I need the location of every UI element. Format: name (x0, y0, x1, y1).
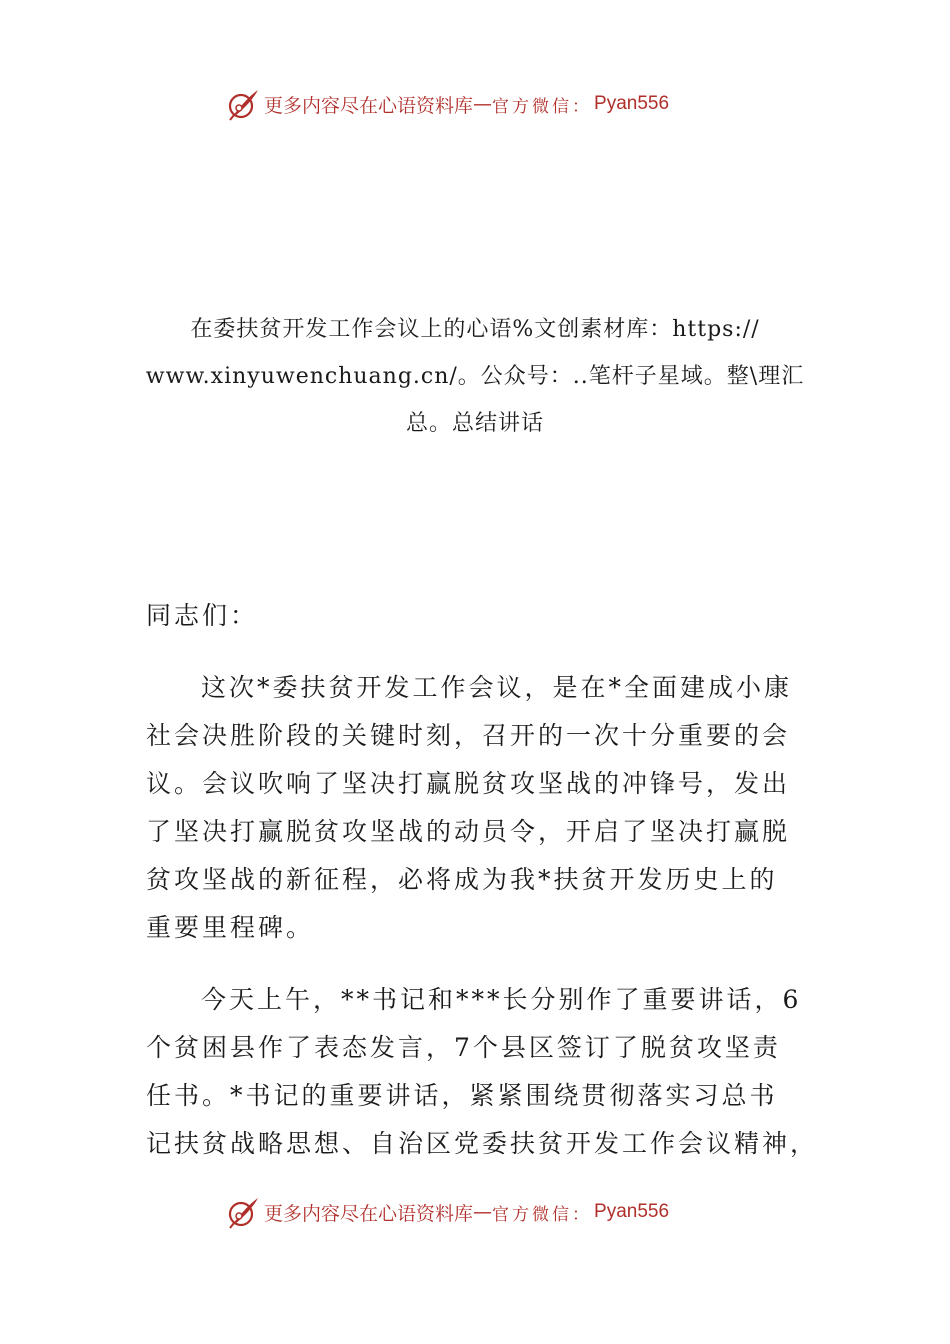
paragraph-line: 任书。*书记的重要讲话，紧紧围绕贯彻落实习总书 (146, 1081, 778, 1110)
paragraph-line: 个贫困县作了表态发言，7个县区签订了脱贫攻坚责 (146, 1033, 781, 1062)
paragraph-line: 议。会议吹响了坚决打赢脱贫攻坚战的冲锋号，发出 (146, 769, 791, 798)
title-line: 在委扶贫开发工作会议上的心语%文创素材库：https:// (190, 317, 760, 342)
title-line: www.xinyuwenchuang.cn/。公众号：..笔杆子星域。整\理汇 (145, 364, 805, 389)
paragraph-line: 今天上午，**书记和***长分别作了重要讲话，6 (201, 985, 802, 1014)
paragraph-2 (146, 976, 819, 1168)
paragraph-line: 重要里程碑。 (146, 913, 315, 942)
banner-main-text: 更多内容尽在心语资料库 (264, 1202, 474, 1225)
title-line: 总。总结讲话 (405, 411, 544, 436)
salutation: 同志们： (146, 601, 259, 630)
paragraph-line: 了坚决打赢脱贫攻坚战的动员令，开启了坚决打赢脱 (146, 817, 791, 846)
header-banner (226, 84, 746, 124)
quill-pen-logo-icon (226, 1195, 260, 1229)
banner-wechat-label: 官方微信： (492, 1204, 593, 1225)
banner-wechat-label: 官方微信： (492, 96, 593, 117)
footer-banner (226, 1192, 746, 1232)
document-title (140, 306, 810, 447)
document-body (146, 592, 819, 1192)
banner-wechat-id: Pyan556 (594, 93, 670, 114)
paragraph-line: 贫攻坚战的新征程，必将成为我*扶贫开发历史上的 (146, 865, 778, 894)
quill-pen-logo-icon (226, 87, 260, 121)
banner-main-text: 更多内容尽在心语资料库 (264, 94, 474, 117)
paragraph-1 (146, 664, 816, 952)
banner-separator: — (473, 1201, 493, 1223)
paragraph-line: 社会决胜阶段的关键时刻，召开的一次十分重要的会 (146, 721, 791, 750)
paragraph-line: 记扶贫战略思想、自治区党委扶贫开发工作会议精神， (146, 1129, 819, 1158)
banner-wechat-id: Pyan556 (594, 1201, 670, 1222)
banner-separator: — (473, 93, 493, 115)
paragraph-line: 这次*委扶贫开发工作会议，是在*全面建成小康 (201, 673, 793, 702)
